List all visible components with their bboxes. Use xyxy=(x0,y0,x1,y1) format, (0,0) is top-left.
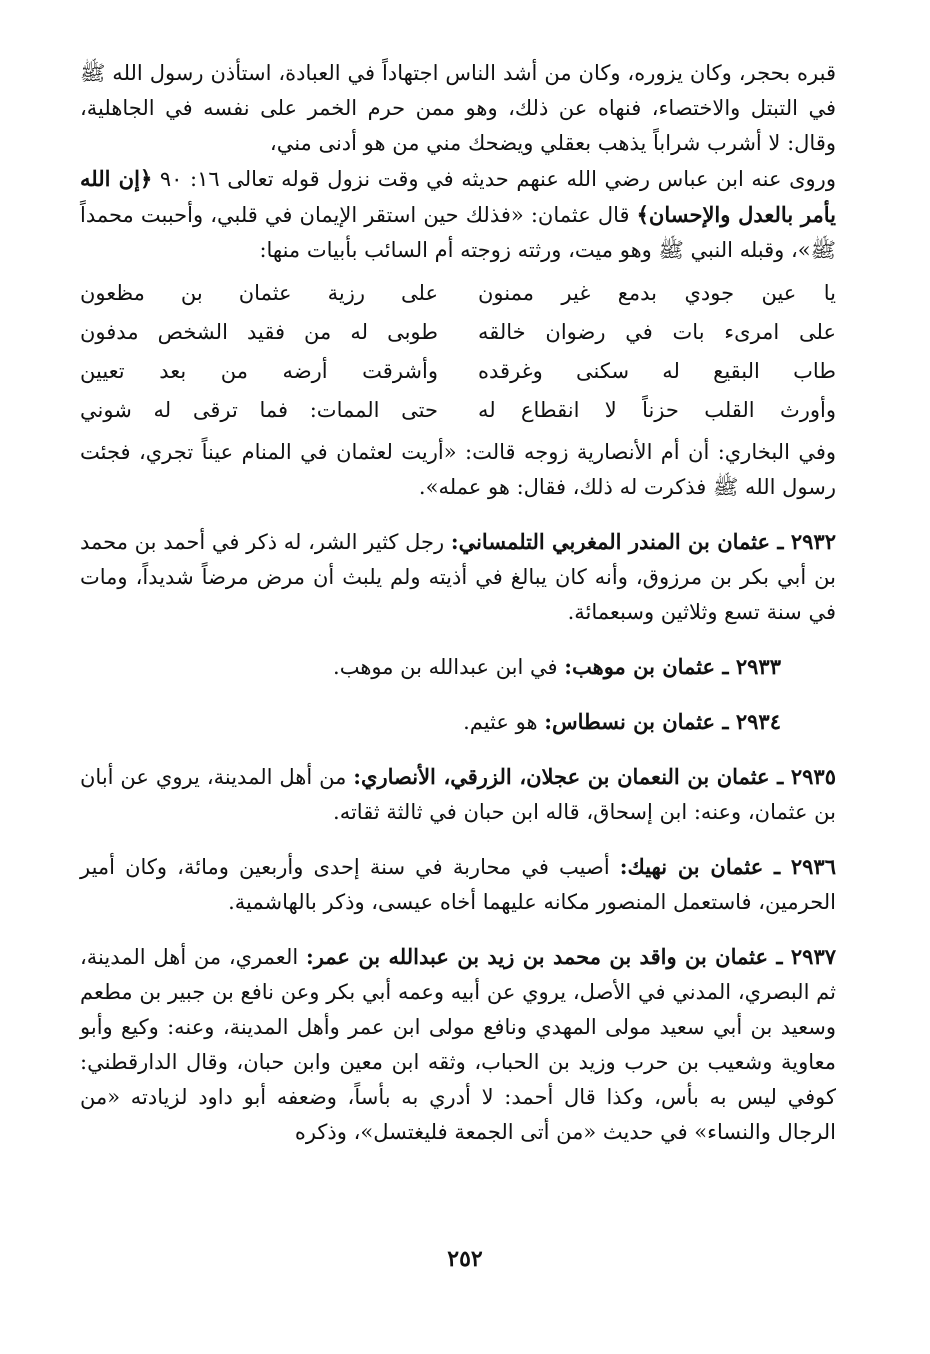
poem-verse xyxy=(80,313,836,352)
poem xyxy=(80,274,836,430)
entry-2934 xyxy=(80,704,836,740)
entry-heading: ٢٩٣٢ ـ عثمان بن المندر المغربي التلمساني: xyxy=(450,529,836,554)
verse-left-hemistich: على رزية عثمان بن مظعون xyxy=(80,281,438,305)
entry-body: في ابن عبدالله بن موهب. xyxy=(333,655,558,679)
entry-heading: ٢٩٣٧ ـ عثمان بن واقد بن محمد بن زيد بن عبدالله بن عمر: xyxy=(305,944,837,969)
entry-2933 xyxy=(80,649,836,685)
entry-body: هو عثيم. xyxy=(463,710,538,734)
verse-left-hemistich: حتى الممات: فما ترقى له شوني xyxy=(80,398,438,422)
entry-2937 xyxy=(80,939,836,1150)
entry-heading: ٢٩٣٥ ـ عثمان بن النعمان بن عجلان، الزرقي، الأنصاري: xyxy=(353,764,836,789)
verse-right-hemistich: يا عين جودي بدمع غير ممنون xyxy=(478,281,836,305)
verse-left-hemistich: وأشرقت أرضه من بعد تعيين xyxy=(80,359,438,383)
entry-body: من أهل المدينة، يروي عن أبان بن عثمان، وعنه: ابن إسحاق، قاله ابن حبان في ثالثة ثقاته. xyxy=(80,765,836,824)
entry-body: رجل كثير الشر، له ذكر في أحمد بن محمد بن أبي بكر بن مرزوق، وأنه كان يبالغ في أذيته ولم يلبث أن مرض مرضاً شديداً، ومات في سنة تسع وثلاثين وسبعمائة. xyxy=(80,530,836,624)
verse-right-hemistich: على امرىء بات في رضوان خالقه xyxy=(478,320,836,344)
quran-verse: ﴿إن الله يأمر بالعدل والإحسان﴾ xyxy=(80,166,836,227)
entry-heading: ٢٩٣٣ ـ عثمان بن موهب: xyxy=(564,654,781,679)
entry-heading: ٢٩٣٤ ـ عثمان بن نسطاس: xyxy=(544,709,781,734)
bukhari-paragraph: وفي البخاري: أن أم الأنصارية زوجه قالت: «أريت لعثمان في المنام عيناً تجري، فجئت رسول الله ﷺ فذكرت له ذلك، فقال: هو عمله». xyxy=(80,440,836,499)
intro-paragraph: قبره بحجر، وكان يزوره، وكان من أشد الناس اجتهاداً في العبادة، استأذن رسول الله ﷺ في التبتل والاختصاء، فنهاه عن ذلك، وهو ممن حرم الخمر على نفسه في الجاهلية، وقال: لا أشرب شراباً يذهب بعقلي ويضحك مني من هو أدنى مني، xyxy=(80,61,836,155)
poem-verse xyxy=(80,352,836,391)
intro-paragraph-quran xyxy=(80,161,836,268)
entry-body: العمري، من أهل المدينة، ثم البصري، المدني في الأصل، يروي عن أبيه وعمه أبي بكر وعن نافع بن جبير بن مطعم وسعيد بن أبي سعيد مولى المهدي ونافع مولى ابن عمر وأهل المدينة، وعنه: وكيع وأبو معاوية وشعيب بن حرب وزيد بن الحباب، وثقه ابن معين وابن حبان، وقال الدارقطني: كوفي ليس به بأس، وكذا قال أحمد: لا أدري به بأساً، وضعفه أبو داود لزيادته «من الرجال والنساء» في حديث «من أتى الجمعة فليغتسل»، وذكره xyxy=(80,945,836,1144)
poem-verse xyxy=(80,274,836,313)
verse-right-hemistich: وأورث القلب حزناً لا انقطاع له xyxy=(478,398,836,422)
intro-text: وروى عنه ابن عباس رضي الله عنهم حديثه في وقت نزول قوله تعالى ١٦: ٩٠ xyxy=(159,167,836,191)
text-column xyxy=(80,56,836,1150)
verse-left-hemistich: طوبى له من فقيد الشخص مدفون xyxy=(80,320,438,344)
entry-2932 xyxy=(80,524,836,630)
entry-heading: ٢٩٣٦ ـ عثمان بن نهيك: xyxy=(619,854,836,879)
entry-2935 xyxy=(80,759,836,830)
verse-right-hemistich: طاب البقيع له سكنى وغرقده xyxy=(478,359,836,383)
poem-verse xyxy=(80,391,836,430)
entry-body: أصيب في محاربة في سنة إحدى وأربعين ومائة، وكان أمير الحرمين، فاستعمل المنصور مكانه عليهما أخاه عيسى، وذكر بالهاشمية. xyxy=(80,855,836,914)
intro-text: قال عثمان: «فذلك حين استقر الإيمان في قلبي، وأحببت محمداً ﷺ»، وقبله النبي ﷺ وهو ميت، ورثته زوجته أم السائب بأبيات منها: xyxy=(80,203,836,262)
entry-2936 xyxy=(80,849,836,920)
page-number: ٢٥٢ xyxy=(447,1246,483,1272)
